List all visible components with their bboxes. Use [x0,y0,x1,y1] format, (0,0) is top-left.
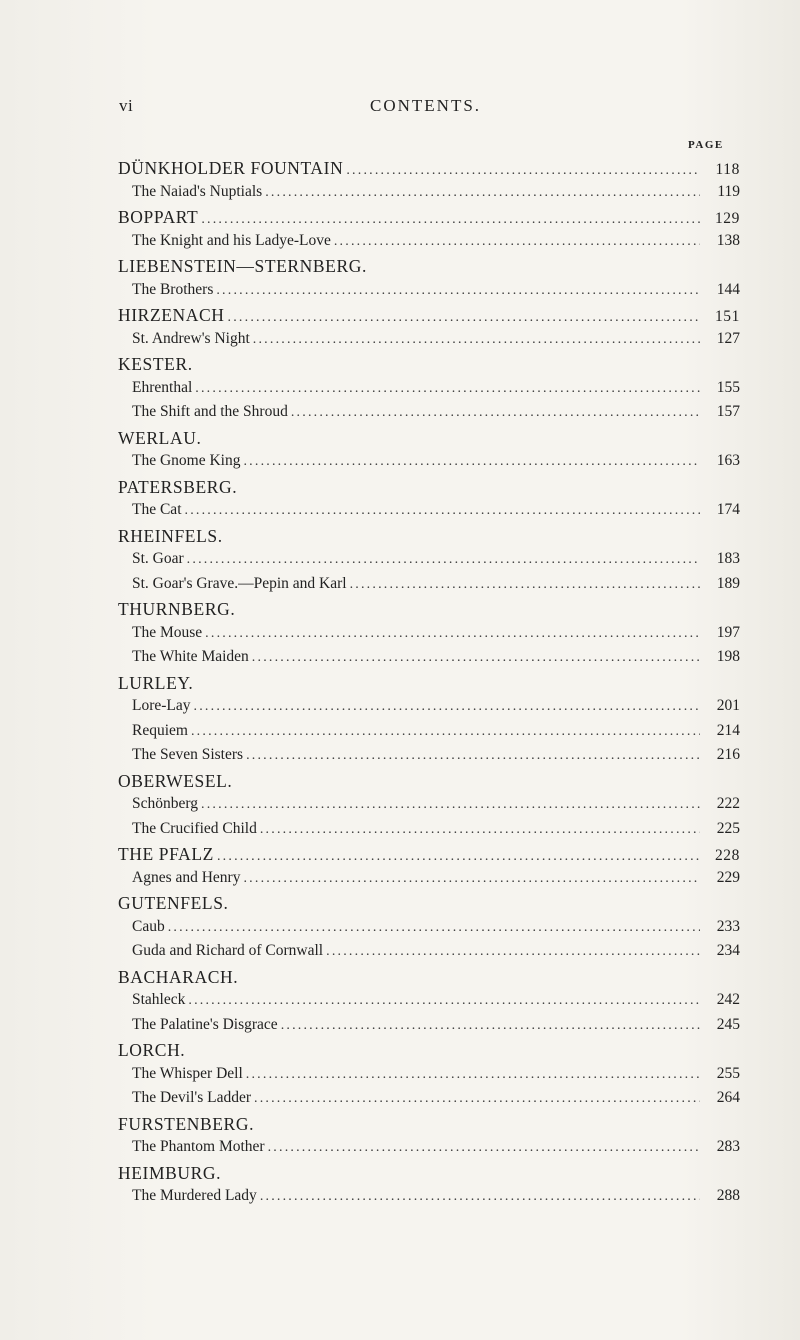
dot-leader [228,310,700,326]
toc-entry-title: WERLAU. [118,427,202,448]
toc-entry [118,1089,740,1114]
toc-entry [118,1187,740,1212]
toc-entry-page-number: 225 [716,819,740,837]
toc-section-heading [118,305,740,330]
toc-entry-page-number: 119 [717,182,740,200]
toc-entry [118,697,740,722]
toc-entry [118,1065,740,1090]
toc-entry [118,648,740,673]
toc-entry [118,281,740,306]
dot-leader [185,503,701,519]
dot-leader [246,1067,700,1083]
toc-entry-title: DÜNKHOLDER FOUNTAIN [118,158,344,178]
toc-entry-title: The Naiad's Nuptials [132,182,263,200]
dot-leader [168,920,700,936]
toc-section-heading [118,599,740,624]
toc-entry-page-number: 183 [716,550,740,567]
toc-entry-page-number: 229 [716,868,740,886]
dot-leader [252,650,700,666]
toc-entry [118,379,740,404]
toc-section-heading [118,354,740,379]
toc-entry-title: The Palatine's Disgrace [132,1015,278,1033]
toc-entry-title: FURSTENBERG. [118,1113,255,1134]
toc-entry [118,1016,740,1041]
toc-entry [118,942,740,967]
toc-section-heading [118,207,740,232]
toc-section-heading [118,256,740,281]
dot-leader [217,849,700,865]
toc-entry-page-number: 234 [716,942,740,959]
toc-entry-page-number: 198 [716,648,740,665]
toc-entry-page-number: 197 [716,623,740,641]
toc-section-heading [118,673,740,698]
toc-section-heading [118,1163,740,1188]
dot-leader [253,332,700,348]
toc-entry-title: The Crucified Child [132,819,257,837]
toc-entry-page-number: 155 [716,378,740,396]
toc-entry-title: The Whisper Dell [132,1064,243,1082]
toc-entry-page-number: 163 [716,452,740,469]
toc-entry [118,746,740,771]
toc-entry-page-number: 201 [716,697,740,714]
dot-leader [334,234,700,250]
toc-entry-title: The Seven Sisters [132,746,244,763]
toc-section-heading [118,477,740,502]
toc-entry-page-number: 222 [716,795,740,812]
toc-entry-title: The Phantom Mother [132,1138,265,1155]
dot-leader [201,212,700,228]
toc-entry-page-number: 118 [715,161,740,178]
toc-entry-title: BOPPART [118,207,199,227]
dot-leader [268,1140,700,1156]
toc-entry-title: THURNBERG. [118,599,236,619]
toc-entry-title: Lore-Lay [132,697,191,714]
toc-entry [118,550,740,575]
toc-entry-title: The Mouse [132,623,203,641]
toc-entry [118,869,740,894]
toc-entry-page-number: 242 [716,991,740,1008]
toc-section-heading [118,158,740,183]
toc-entry-page-number: 127 [716,329,740,347]
toc-entry [118,452,740,477]
toc-entry-page-number: 144 [716,280,740,298]
toc-entry-title: HEIMBURG. [118,1162,222,1183]
dot-leader [216,283,700,299]
dot-leader [191,724,700,740]
toc-entry-page-number: 174 [716,501,740,518]
dot-leader [201,797,700,813]
toc-entry [118,501,740,526]
toc-entry [118,575,740,600]
toc-entry-title: KESTER. [118,354,193,374]
dot-leader [281,1018,700,1034]
toc-entry-title: GUTENFELS. [118,893,229,913]
toc-entry-page-number: 228 [714,847,740,864]
page-number: vi [119,96,134,115]
running-head: CONTENTS. [370,96,482,115]
dot-leader [260,822,700,838]
toc-entry-page-number: 255 [716,1064,740,1082]
toc-section-heading [118,526,740,551]
toc-entry-title: OBERWESEL. [118,770,233,791]
toc-entry-title: The Knight and his Ladye-Love [132,231,331,249]
toc-entry-title: St. Andrew's Night [132,329,250,347]
dot-leader [254,1091,700,1107]
toc-entry-title: Schönberg [132,795,199,812]
toc-entry-title: RHEINFELS. [118,525,223,546]
toc-entry-page-number: 157 [716,403,740,420]
dot-leader [195,381,700,397]
toc-entry-title: Caub [132,917,165,935]
toc-entry-title: The White Maiden [132,648,249,665]
toc-entry-title: Agnes and Henry [132,868,241,886]
dot-leader [246,748,700,764]
page-column-label: PAGE [688,139,724,151]
toc-entry [118,918,740,943]
toc-entry-page-number: 245 [716,1015,740,1033]
toc-entry-title: HIRZENACH [118,305,225,325]
toc-entry [118,232,740,257]
dot-leader [194,699,700,715]
toc-entry-page-number: 138 [716,231,740,249]
toc-entry [118,722,740,747]
dot-leader [187,552,700,568]
toc-entry [118,330,740,355]
dot-leader [326,944,700,960]
toc-entry-title: LORCH. [118,1040,186,1060]
dot-leader [265,185,700,201]
toc-entry-title: The Cat [132,501,182,518]
toc-entry-page-number: 189 [716,574,740,592]
toc-entry-page-number: 233 [716,917,740,935]
dot-leader [350,577,700,593]
toc-entry-title: St. Goar [132,550,184,567]
toc-section-heading [118,771,740,796]
dot-leader [188,993,700,1009]
toc-entry-page-number: 264 [716,1089,740,1106]
dot-leader [346,163,700,179]
table-of-contents [118,158,740,1212]
toc-entry-title: THE PFALZ [118,844,214,864]
toc-entry-page-number: 151 [714,308,740,325]
toc-entry [118,624,740,649]
toc-entry [118,403,740,428]
dot-leader [260,1189,700,1205]
toc-section-heading [118,1040,740,1065]
toc-section-heading [118,428,740,453]
dot-leader [205,626,700,642]
toc-entry [118,183,740,208]
toc-entry [118,820,740,845]
toc-entry-page-number: 216 [716,746,740,763]
toc-entry-title: The Shift and the Shroud [132,403,288,420]
toc-section-heading [118,1114,740,1139]
toc-entry-title: St. Goar's Grave.—Pepin and Karl [132,574,347,592]
dot-leader [291,405,700,421]
toc-entry-title: The Brothers [132,280,214,298]
toc-section-heading [118,844,740,869]
toc-entry-title: Requiem [132,721,188,739]
toc-entry-title: PATERSBERG. [118,476,238,497]
toc-entry [118,795,740,820]
toc-entry [118,1138,740,1163]
toc-entry-title: The Murdered Lady [132,1187,257,1204]
toc-entry-page-number: 288 [716,1187,740,1204]
toc-entry-title: The Devil's Ladder [132,1089,251,1106]
toc-entry-title: The Gnome King [132,452,241,469]
toc-section-heading [118,893,740,918]
dot-leader [243,454,700,470]
toc-section-heading [118,967,740,992]
toc-entry-page-number: 129 [714,210,740,227]
toc-entry [118,991,740,1016]
toc-entry-title: LIEBENSTEIN—STERNBERG. [118,256,367,276]
toc-entry-title: Guda and Richard of Cornwall [132,942,324,959]
toc-entry-title: Stahleck [132,991,186,1008]
dot-leader [243,871,700,887]
toc-entry-page-number: 214 [716,721,740,739]
toc-entry-title: BACHARACH. [118,966,239,987]
toc-entry-title: Ehrenthal [132,378,193,396]
toc-entry-title: LURLEY. [118,672,194,693]
toc-entry-page-number: 283 [716,1138,740,1155]
